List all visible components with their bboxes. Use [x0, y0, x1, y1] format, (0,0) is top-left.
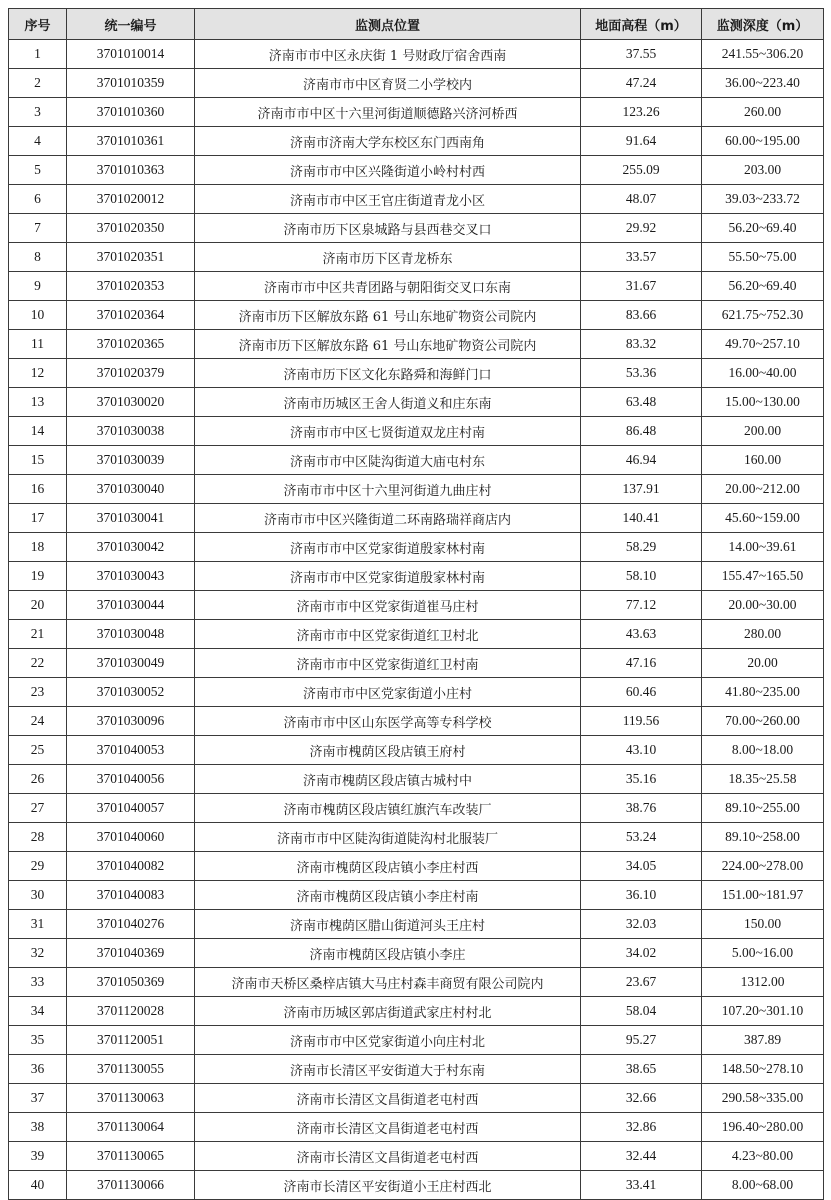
- cell-id: 3701130066: [67, 1171, 195, 1200]
- cell-depth: 621.75~752.30: [702, 301, 824, 330]
- cell-id: 3701030020: [67, 388, 195, 417]
- cell-elevation: 43.10: [581, 736, 702, 765]
- cell-location: 济南市长清区文昌街道老屯村西: [195, 1142, 581, 1171]
- cell-id: 3701030052: [67, 678, 195, 707]
- cell-index: 13: [9, 388, 67, 417]
- cell-elevation: 34.02: [581, 939, 702, 968]
- cell-elevation: 48.07: [581, 185, 702, 214]
- cell-location: 济南市历下区青龙桥东: [195, 243, 581, 272]
- table-row: [9, 997, 824, 1026]
- cell-elevation: 38.65: [581, 1055, 702, 1084]
- cell-id: 3701040082: [67, 852, 195, 881]
- cell-id: 3701030096: [67, 707, 195, 736]
- table-row: [9, 243, 824, 272]
- cell-elevation: 33.41: [581, 1171, 702, 1200]
- cell-location: 济南市长清区平安街道大于村东南: [195, 1055, 581, 1084]
- cell-location: 济南市市中区陡沟街道大庙屯村东: [195, 446, 581, 475]
- table-row: [9, 69, 824, 98]
- cell-elevation: 58.04: [581, 997, 702, 1026]
- table-row: [9, 359, 824, 388]
- cell-elevation: 36.10: [581, 881, 702, 910]
- cell-elevation: 37.55: [581, 40, 702, 69]
- cell-location: 济南市济南大学东校区东门西南角: [195, 127, 581, 156]
- table-row: [9, 272, 824, 301]
- cell-depth: 241.55~306.20: [702, 40, 824, 69]
- table-row: [9, 301, 824, 330]
- cell-elevation: 46.94: [581, 446, 702, 475]
- cell-elevation: 32.66: [581, 1084, 702, 1113]
- cell-depth: 203.00: [702, 156, 824, 185]
- cell-depth: 4.23~80.00: [702, 1142, 824, 1171]
- cell-index: 37: [9, 1084, 67, 1113]
- cell-index: 3: [9, 98, 67, 127]
- cell-depth: 20.00~30.00: [702, 591, 824, 620]
- cell-index: 6: [9, 185, 67, 214]
- cell-id: 3701040276: [67, 910, 195, 939]
- cell-index: 14: [9, 417, 67, 446]
- table-body: [9, 40, 824, 1200]
- cell-depth: 70.00~260.00: [702, 707, 824, 736]
- header-depth: 监测深度（m）: [702, 9, 824, 40]
- cell-id: 3701020379: [67, 359, 195, 388]
- cell-index: 21: [9, 620, 67, 649]
- cell-id: 3701010360: [67, 98, 195, 127]
- cell-index: 1: [9, 40, 67, 69]
- cell-location: 济南市市中区共青团路与朝阳街交叉口东南: [195, 272, 581, 301]
- cell-id: 3701020012: [67, 185, 195, 214]
- cell-id: 3701030049: [67, 649, 195, 678]
- cell-index: 7: [9, 214, 67, 243]
- cell-location: 济南市长清区文昌街道老屯村西: [195, 1113, 581, 1142]
- cell-depth: 55.50~75.00: [702, 243, 824, 272]
- cell-location: 济南市槐荫区段店镇小李庄村西: [195, 852, 581, 881]
- table-row: [9, 591, 824, 620]
- cell-id: 3701040060: [67, 823, 195, 852]
- table-row: [9, 504, 824, 533]
- header-index: 序号: [9, 9, 67, 40]
- cell-location: 济南市历城区王舍人街道义和庄东南: [195, 388, 581, 417]
- cell-elevation: 53.24: [581, 823, 702, 852]
- cell-location: 济南市市中区党家街道小向庄村北: [195, 1026, 581, 1055]
- cell-location: 济南市市中区山东医学高等专科学校: [195, 707, 581, 736]
- cell-depth: 16.00~40.00: [702, 359, 824, 388]
- cell-location: 济南市历下区泉城路与县西巷交叉口: [195, 214, 581, 243]
- cell-elevation: 60.46: [581, 678, 702, 707]
- cell-elevation: 32.44: [581, 1142, 702, 1171]
- cell-elevation: 119.56: [581, 707, 702, 736]
- table-row: [9, 533, 824, 562]
- table-row: [9, 707, 824, 736]
- cell-index: 23: [9, 678, 67, 707]
- cell-index: 35: [9, 1026, 67, 1055]
- table-row: [9, 40, 824, 69]
- cell-id: 3701030042: [67, 533, 195, 562]
- cell-location: 济南市市中区党家街道小庄村: [195, 678, 581, 707]
- cell-index: 17: [9, 504, 67, 533]
- cell-index: 31: [9, 910, 67, 939]
- cell-location: 济南市市中区党家街道崔马庄村: [195, 591, 581, 620]
- cell-depth: 200.00: [702, 417, 824, 446]
- table-row: [9, 98, 824, 127]
- cell-depth: 45.60~159.00: [702, 504, 824, 533]
- cell-index: 28: [9, 823, 67, 852]
- cell-depth: 150.00: [702, 910, 824, 939]
- cell-location: 济南市槐荫区段店镇王府村: [195, 736, 581, 765]
- cell-index: 39: [9, 1142, 67, 1171]
- cell-id: 3701030048: [67, 620, 195, 649]
- table-row: [9, 475, 824, 504]
- cell-depth: 155.47~165.50: [702, 562, 824, 591]
- cell-id: 3701040369: [67, 939, 195, 968]
- table-row: [9, 562, 824, 591]
- cell-elevation: 23.67: [581, 968, 702, 997]
- cell-elevation: 58.29: [581, 533, 702, 562]
- cell-index: 40: [9, 1171, 67, 1200]
- cell-index: 38: [9, 1113, 67, 1142]
- cell-index: 16: [9, 475, 67, 504]
- cell-elevation: 47.24: [581, 69, 702, 98]
- cell-location: 济南市槐荫区段店镇小李庄村南: [195, 881, 581, 910]
- cell-location: 济南市市中区党家街道殷家林村南: [195, 533, 581, 562]
- cell-location: 济南市市中区兴隆街道二环南路瑞祥商店内: [195, 504, 581, 533]
- cell-elevation: 77.12: [581, 591, 702, 620]
- cell-depth: 15.00~130.00: [702, 388, 824, 417]
- cell-index: 12: [9, 359, 67, 388]
- table-header: [9, 9, 824, 40]
- cell-depth: 160.00: [702, 446, 824, 475]
- cell-depth: 148.50~278.10: [702, 1055, 824, 1084]
- cell-depth: 20.00: [702, 649, 824, 678]
- table-row: [9, 765, 824, 794]
- table-row: [9, 156, 824, 185]
- cell-depth: 49.70~257.10: [702, 330, 824, 359]
- cell-location: 济南市市中区王官庄街道青龙小区: [195, 185, 581, 214]
- cell-index: 2: [9, 69, 67, 98]
- table-row: [9, 1113, 824, 1142]
- cell-id: 3701010361: [67, 127, 195, 156]
- cell-elevation: 33.57: [581, 243, 702, 272]
- monitoring-well-table: [8, 8, 824, 1200]
- cell-index: 19: [9, 562, 67, 591]
- table-row: [9, 1055, 824, 1084]
- table-row: [9, 1142, 824, 1171]
- cell-location: 济南市市中区党家街道红卫村北: [195, 620, 581, 649]
- cell-depth: 196.40~280.00: [702, 1113, 824, 1142]
- cell-id: 3701030043: [67, 562, 195, 591]
- cell-id: 3701010363: [67, 156, 195, 185]
- cell-id: 3701020350: [67, 214, 195, 243]
- cell-id: 3701030040: [67, 475, 195, 504]
- table-row: [9, 214, 824, 243]
- cell-id: 3701040056: [67, 765, 195, 794]
- cell-location: 济南市市中区党家街道红卫村南: [195, 649, 581, 678]
- cell-elevation: 255.09: [581, 156, 702, 185]
- cell-depth: 151.00~181.97: [702, 881, 824, 910]
- cell-elevation: 53.36: [581, 359, 702, 388]
- cell-elevation: 47.16: [581, 649, 702, 678]
- cell-elevation: 31.67: [581, 272, 702, 301]
- table-row: [9, 620, 824, 649]
- table-row: [9, 417, 824, 446]
- cell-index: 29: [9, 852, 67, 881]
- cell-location: 济南市长清区平安街道小王庄村西北: [195, 1171, 581, 1200]
- cell-depth: 107.20~301.10: [702, 997, 824, 1026]
- table-row: [9, 939, 824, 968]
- cell-depth: 1312.00: [702, 968, 824, 997]
- cell-id: 3701130055: [67, 1055, 195, 1084]
- cell-index: 22: [9, 649, 67, 678]
- cell-location: 济南市市中区党家街道殷家林村南: [195, 562, 581, 591]
- cell-location: 济南市槐荫区段店镇红旗汽车改装厂: [195, 794, 581, 823]
- cell-id: 3701120028: [67, 997, 195, 1026]
- document-page: [8, 8, 824, 1200]
- cell-id: 3701010359: [67, 69, 195, 98]
- table-row: [9, 881, 824, 910]
- table-row: [9, 910, 824, 939]
- cell-index: 9: [9, 272, 67, 301]
- cell-index: 34: [9, 997, 67, 1026]
- header-id: 统一编号: [67, 9, 195, 40]
- cell-depth: 18.35~25.58: [702, 765, 824, 794]
- table-row: [9, 852, 824, 881]
- table-row: [9, 1084, 824, 1113]
- cell-index: 27: [9, 794, 67, 823]
- cell-depth: 39.03~233.72: [702, 185, 824, 214]
- cell-index: 20: [9, 591, 67, 620]
- cell-id: 3701030044: [67, 591, 195, 620]
- cell-location: 济南市历下区文化东路舜和海鲜门口: [195, 359, 581, 388]
- cell-id: 3701030041: [67, 504, 195, 533]
- cell-location: 济南市历城区郭店街道武家庄村村北: [195, 997, 581, 1026]
- cell-index: 26: [9, 765, 67, 794]
- header-elevation: 地面高程（m）: [581, 9, 702, 40]
- table-row: [9, 823, 824, 852]
- cell-depth: 20.00~212.00: [702, 475, 824, 504]
- cell-id: 3701040083: [67, 881, 195, 910]
- cell-index: 8: [9, 243, 67, 272]
- cell-elevation: 83.66: [581, 301, 702, 330]
- cell-elevation: 137.91: [581, 475, 702, 504]
- cell-location: 济南市槐荫区腊山街道河头王庄村: [195, 910, 581, 939]
- cell-index: 25: [9, 736, 67, 765]
- cell-depth: 89.10~255.00: [702, 794, 824, 823]
- cell-id: 3701120051: [67, 1026, 195, 1055]
- cell-depth: 290.58~335.00: [702, 1084, 824, 1113]
- cell-index: 18: [9, 533, 67, 562]
- cell-location: 济南市槐荫区段店镇小李庄: [195, 939, 581, 968]
- cell-location: 济南市历下区解放东路 61 号山东地矿物资公司院内: [195, 330, 581, 359]
- cell-depth: 60.00~195.00: [702, 127, 824, 156]
- table-row: [9, 1171, 824, 1200]
- cell-index: 15: [9, 446, 67, 475]
- cell-index: 33: [9, 968, 67, 997]
- cell-depth: 280.00: [702, 620, 824, 649]
- cell-elevation: 32.03: [581, 910, 702, 939]
- cell-location: 济南市市中区陡沟街道陡沟村北服装厂: [195, 823, 581, 852]
- cell-index: 4: [9, 127, 67, 156]
- cell-id: 3701130065: [67, 1142, 195, 1171]
- header-location: 监测点位置: [195, 9, 581, 40]
- table-row: [9, 968, 824, 997]
- cell-location: 济南市市中区兴隆街道小岭村村西: [195, 156, 581, 185]
- cell-elevation: 91.64: [581, 127, 702, 156]
- cell-elevation: 63.48: [581, 388, 702, 417]
- cell-location: 济南市市中区十六里河街道顺德路兴济河桥西: [195, 98, 581, 127]
- cell-depth: 56.20~69.40: [702, 214, 824, 243]
- cell-depth: 8.00~18.00: [702, 736, 824, 765]
- cell-elevation: 29.92: [581, 214, 702, 243]
- cell-depth: 8.00~68.00: [702, 1171, 824, 1200]
- cell-elevation: 123.26: [581, 98, 702, 127]
- cell-id: 3701030038: [67, 417, 195, 446]
- table-row: [9, 127, 824, 156]
- table-row: [9, 446, 824, 475]
- cell-id: 3701030039: [67, 446, 195, 475]
- cell-depth: 41.80~235.00: [702, 678, 824, 707]
- cell-location: 济南市市中区七贤街道双龙庄村南: [195, 417, 581, 446]
- cell-location: 济南市市中区十六里河街道九曲庄村: [195, 475, 581, 504]
- cell-id: 3701020351: [67, 243, 195, 272]
- cell-location: 济南市历下区解放东路 61 号山东地矿物资公司院内: [195, 301, 581, 330]
- cell-index: 30: [9, 881, 67, 910]
- cell-depth: 387.89: [702, 1026, 824, 1055]
- cell-index: 32: [9, 939, 67, 968]
- cell-id: 3701020365: [67, 330, 195, 359]
- cell-location: 济南市长清区文昌街道老屯村西: [195, 1084, 581, 1113]
- cell-depth: 5.00~16.00: [702, 939, 824, 968]
- cell-depth: 224.00~278.00: [702, 852, 824, 881]
- table-row: [9, 388, 824, 417]
- cell-location: 济南市天桥区桑梓店镇大马庄村森丰商贸有限公司院内: [195, 968, 581, 997]
- cell-elevation: 32.86: [581, 1113, 702, 1142]
- cell-id: 3701130064: [67, 1113, 195, 1142]
- cell-elevation: 83.32: [581, 330, 702, 359]
- cell-id: 3701040057: [67, 794, 195, 823]
- cell-depth: 14.00~39.61: [702, 533, 824, 562]
- cell-location: 济南市槐荫区段店镇古城村中: [195, 765, 581, 794]
- cell-index: 24: [9, 707, 67, 736]
- cell-index: 36: [9, 1055, 67, 1084]
- cell-id: 3701040053: [67, 736, 195, 765]
- table-row: [9, 649, 824, 678]
- cell-depth: 260.00: [702, 98, 824, 127]
- cell-elevation: 140.41: [581, 504, 702, 533]
- cell-location: 济南市市中区育贤二小学校内: [195, 69, 581, 98]
- cell-elevation: 95.27: [581, 1026, 702, 1055]
- table-row: [9, 794, 824, 823]
- cell-id: 3701020364: [67, 301, 195, 330]
- cell-elevation: 86.48: [581, 417, 702, 446]
- table-row: [9, 1026, 824, 1055]
- cell-index: 5: [9, 156, 67, 185]
- header-row: [9, 9, 824, 40]
- cell-id: 3701010014: [67, 40, 195, 69]
- table-row: [9, 185, 824, 214]
- cell-depth: 89.10~258.00: [702, 823, 824, 852]
- table-row: [9, 736, 824, 765]
- cell-elevation: 35.16: [581, 765, 702, 794]
- cell-id: 3701130063: [67, 1084, 195, 1113]
- cell-elevation: 38.76: [581, 794, 702, 823]
- table-row: [9, 330, 824, 359]
- cell-elevation: 43.63: [581, 620, 702, 649]
- cell-elevation: 58.10: [581, 562, 702, 591]
- cell-id: 3701050369: [67, 968, 195, 997]
- cell-depth: 36.00~223.40: [702, 69, 824, 98]
- cell-id: 3701020353: [67, 272, 195, 301]
- cell-depth: 56.20~69.40: [702, 272, 824, 301]
- cell-index: 10: [9, 301, 67, 330]
- cell-location: 济南市市中区永庆街 1 号财政厅宿舍西南: [195, 40, 581, 69]
- table-row: [9, 678, 824, 707]
- cell-elevation: 34.05: [581, 852, 702, 881]
- cell-index: 11: [9, 330, 67, 359]
